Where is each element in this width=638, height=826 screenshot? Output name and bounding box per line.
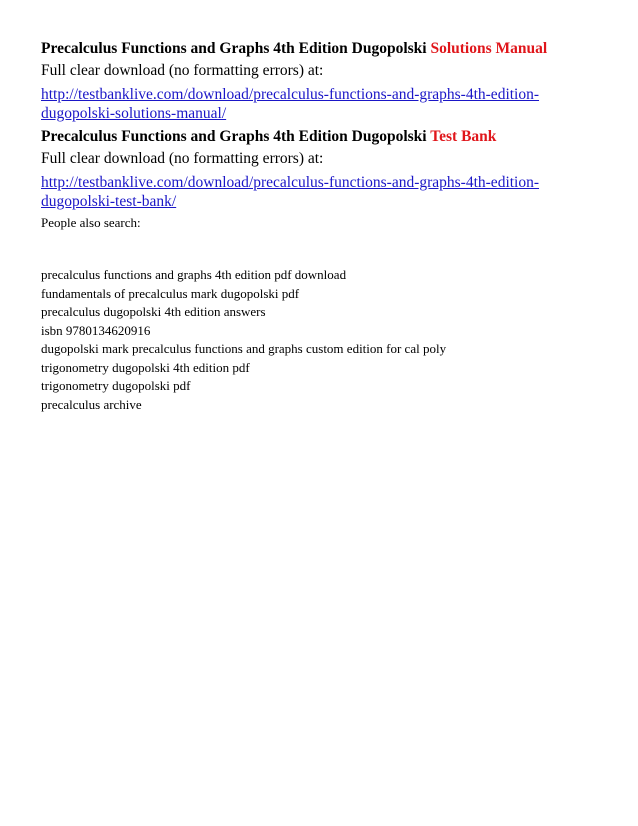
list-item: dugopolski mark precalculus functions and graphs custom edition for cal poly	[41, 341, 447, 356]
test-bank-section	[41, 126, 601, 211]
list-item: precalculus dugopolski 4th edition answers	[41, 304, 266, 319]
list-item: fundamentals of precalculus mark dugopolski pdf	[41, 285, 300, 301]
related-searches-list	[41, 266, 601, 414]
link-line-2: dugopolski-solutions-manual/	[41, 105, 227, 122]
link-line-2: dugopolski-test-bank/	[41, 193, 177, 210]
list-item: trigonometry dugopolski pdf	[41, 378, 191, 393]
solutions-manual-section	[41, 38, 601, 123]
document-page	[41, 38, 601, 430]
link-line-1: http://testbanklive.com/download/precalculus-functions-and-graphs-4th-edition-	[41, 174, 540, 191]
list-item: precalculus functions and graphs 4th edition pdf download	[41, 267, 347, 282]
list-item: isbn 9780134620916	[41, 322, 151, 338]
title-text: Precalculus Functions and Graphs 4th Edition Dugopolski	[41, 40, 427, 57]
download-note: Full clear download (no formatting errors) at:	[41, 62, 324, 79]
title-accent: Test Bank	[430, 128, 497, 145]
link-line-1: http://testbanklive.com/download/precalculus-functions-and-graphs-4th-edition-	[41, 86, 540, 103]
download-note: Full clear download (no formatting errors) at:	[41, 150, 324, 167]
title-accent: Solutions Manual	[430, 40, 548, 57]
title-text: Precalculus Functions and Graphs 4th Edition Dugopolski	[41, 128, 427, 145]
list-item: precalculus archive	[41, 396, 142, 412]
solutions-manual-title	[41, 38, 601, 60]
list-item: trigonometry dugopolski 4th edition pdf	[41, 359, 250, 375]
people-also-search-heading: People also search:	[41, 215, 141, 230]
test-bank-link[interactable]	[41, 173, 601, 211]
test-bank-title	[41, 126, 601, 148]
solutions-manual-link[interactable]	[41, 85, 601, 123]
